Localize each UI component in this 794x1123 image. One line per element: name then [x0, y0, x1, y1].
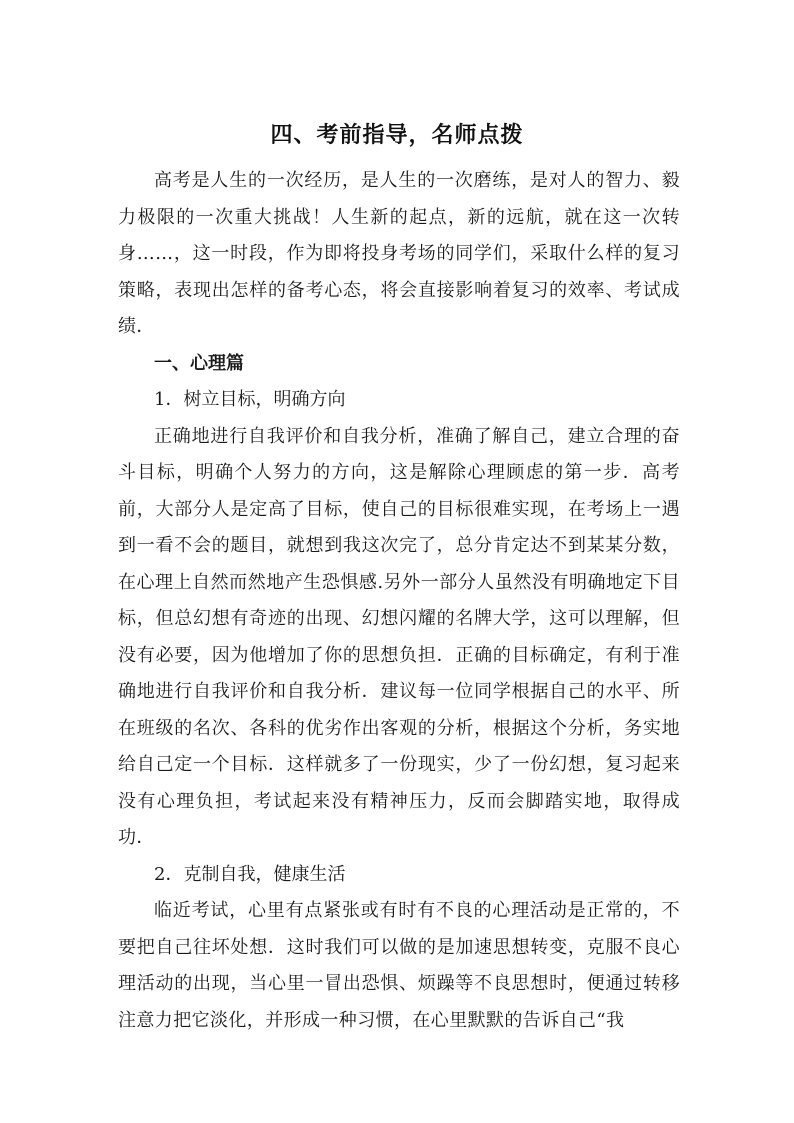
subsection-heading-self-control: 2．克制自我，健康生活	[154, 863, 346, 885]
goals-paragraph: 正确地进行自我评价和自我分析，准确了解自己，建立合理的奋斗目标，明确个人努力的方向，这是解除心理顾虑的第一步．高考前，大部分人是定高了目标，使自己的目标很难实现，在考场上一遇到一看不会的题目，就想到我这次完了，总分肯定达不到某某分数，在心理上自然而然地产生恐惧感.另外一部分人虽然没有明确地定下目标，但总幻想有奇迹的出现、幻想闪耀的名牌大学，这可以理解，但没有必要，因为他增加了你的思想负担．正确的目标确定，有利于准确地进行自我评价和自我分析．建议每一位同学根据自己的水平、所在班级的名次、各科的优劣作出客观的分析，根据这个分析，务实地给自己定一个目标．这样就多了一份现实，少了一份幻想，复习起来没有心理负担，考试起来没有精神压力，反而会脚踏实地，取得成功．	[118, 425, 680, 848]
subsection-heading-goals: 1．树立目标，明确方向	[154, 389, 346, 410]
section-heading-psychology: 一、心理篇	[154, 352, 244, 374]
self-control-paragraph: 临近考试，心里有点紧张或有时有不良的心理活动是正常的，不要把自己往坏处想．这时我们可以做的是加速思想转变，克服不良心理活动的出现，当心里一冒出恐惧、烦躁等不良思想时，便通过转移注意力把它淡化，并形成一种习惯，在心里默默的告诉自己“我	[118, 900, 680, 1031]
page-title: 四、考前指导，名师点拨	[270, 123, 524, 148]
intro-paragraph: 高考是人生的一次经历，是人生的一次磨练，是对人的智力、毅力极限的一次重大挑战！人生新的起点，新的远航，就在这一次转身……，这一时段，作为即将投身考场的同学们，采取什么样的复习策略，表现出怎样的备考心态，将会直接影响着复习的效率、考试成绩．	[118, 170, 680, 337]
document-body	[118, 163, 680, 1039]
